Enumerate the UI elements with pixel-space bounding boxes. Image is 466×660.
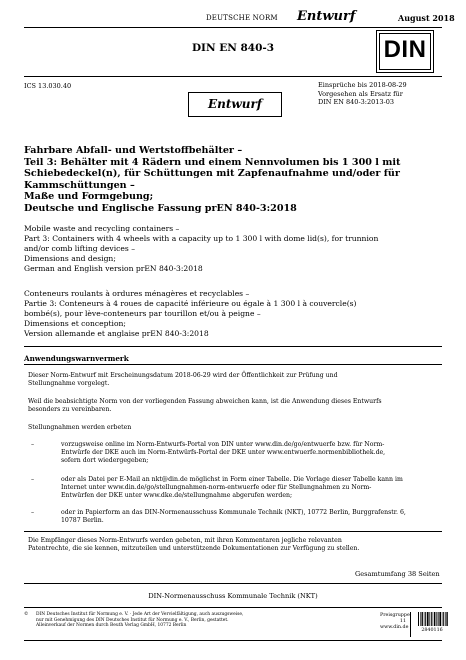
paragraph-comments-requested: [28, 424, 436, 432]
copyright-line: nur mit Genehmigung des DIN Deutsches Institut für Normung e. V., Berlin, gestattet.: [36, 617, 229, 623]
title-line: Maße und Formgebung;: [24, 191, 154, 203]
english-title: [24, 224, 444, 274]
footer-divider: [410, 612, 412, 637]
paragraph-line: Dieser Norm-Entwurf mit Erscheinungsdatum 2018-06-29 wird der Öffentlichkeit zur Prüfung und: [28, 372, 338, 379]
paragraph-line: Die Empfänger dieses Norm-Entwurfs werden gebeten, mit ihren Kommentaren jegliche relevanten: [28, 537, 342, 544]
replacement-line: Vorgesehen als Ersatz für: [318, 89, 403, 98]
barcode-icon: [418, 612, 448, 626]
title-rule: [24, 76, 442, 77]
price-group: Preisgruppe 11: [380, 613, 410, 624]
title-line: Version allemande et anglaise prEN 840-3:2018: [24, 329, 209, 338]
dash-bullet: –: [31, 476, 35, 483]
copyright-line: Alleinverkauf der Normen durch Beuth Verlag GmbH, 10772 Berlin: [36, 623, 187, 629]
footer: [24, 607, 442, 641]
list-line: oder in Papierform an das DIN-Normenausschuss Kommunale Technik (NKT), 10772 Berlin, Burggrafenstr. 6,: [61, 509, 406, 516]
paragraph-line: Stellungnahmen werden erbeten: [28, 424, 132, 431]
patent-rule: [24, 531, 442, 532]
title-line: Fahrbare Abfall- und Wertstoffbehälter –: [24, 145, 243, 156]
list-item: [28, 476, 436, 501]
replaced-standard-line: DIN EN 840-3:2013-03: [318, 98, 394, 107]
paragraph-line: Patentrechte, die sie kennen, mitzuteilen und unterstützende Dokumentationen zur Verfügung zu stellen.: [28, 545, 360, 553]
title-line: Deutsche und Englische Fassung prEN 840-3:2018: [24, 202, 297, 214]
list-line: Entwürfe der DKE auch im Norm-Entwürfs-Portal der DKE unter www.entwuerfe.normenbibliothek.de,: [61, 449, 386, 457]
list-item: [28, 509, 436, 525]
warning-heading: Anwendungswarnvermerk: [24, 354, 129, 363]
title-line: Mobile waste and recycling containers –: [24, 224, 180, 233]
price-block: [380, 613, 410, 631]
status-label: Entwurf: [297, 9, 356, 24]
title-line: Schiebedeckel(n), für Schüttungen mit Zapfenaufnahme und/oder für: [24, 168, 400, 180]
german-title: [24, 145, 444, 215]
comment-options-list: [28, 476, 436, 501]
title-line: Dimensions et conception;: [24, 319, 126, 328]
committee-rule: [24, 583, 442, 584]
paragraph-line: Stellungnahme vorgelegt.: [28, 380, 110, 388]
list-item: [28, 441, 436, 466]
ics-code: ICS 13.030.40: [24, 82, 72, 90]
paragraph-line: besonders zu vereinbaren.: [28, 406, 112, 414]
title-line: bombé(s), pour lève-conteneurs par tourillon et/ou à peigne –: [24, 309, 261, 318]
list-line: 10787 Berlin.: [61, 517, 104, 525]
barcode-number: 2840116: [421, 628, 443, 633]
comment-options-list: [28, 441, 436, 466]
price-site: www.din.de: [380, 625, 409, 630]
copyright-symbol: ©: [24, 612, 29, 617]
list-line: Entwürfen der DKE unter www.dke.de/stellungnahme abgerufen werden;: [61, 492, 293, 500]
title-line: Teil 3: Behälter mit 4 Rädern und einem Nennvolumen bis 1 300 l mit: [24, 156, 401, 168]
dash-bullet: –: [31, 441, 35, 448]
copyright-line: DIN Deutsches Institut für Normung e. V. · Jede Art der Vervielfältigung, auch auszugsweise,: [36, 612, 244, 617]
comment-options-list: [28, 509, 436, 525]
norm-label: DEUTSCHE NORM: [206, 14, 278, 22]
title-line: Kammschüttungen –: [24, 179, 135, 191]
title-line: Partie 3: Conteneurs à 4 roues de capacité inférieure ou égale à 1 300 l à couvercle(s): [24, 299, 357, 308]
document-header: [0, 9, 466, 26]
din-logo-text: DIN: [383, 36, 427, 63]
comment-deadline-block: [318, 81, 407, 107]
committee-name: DIN-Normenausschuss Kommunale Technik (NKT): [148, 592, 318, 600]
list-line: Internet unter www.din.de/go/stellungnahmen-norm-entwuerfe oder für Stellungnahmen zu Norm-: [61, 484, 372, 492]
paragraph-publication: [28, 372, 436, 388]
title-line: German and English version prEN 840-3:2018: [24, 264, 203, 273]
publication-date: August 2018: [398, 13, 455, 23]
title-line: and/or comb lifting devices –: [24, 244, 135, 253]
title-line: Conteneurs roulants à ordures ménagères et recyclables –: [24, 289, 250, 298]
list-line: oder als Datei per E-Mail an nkt@din.de möglichst in Form einer Tabelle. Die Vorlage dieser Tabelle kann im: [61, 476, 403, 483]
dash-bullet: –: [31, 509, 35, 516]
warning-rule: [24, 346, 442, 347]
french-title: [24, 289, 444, 339]
list-line: vorzugsweise online im Norm-Entwurfs-Portal von DIN unter www.din.de/go/entwuerfe bzw. für Norm-: [61, 441, 385, 448]
draft-box: Entwurf: [188, 92, 282, 117]
standard-number: DIN EN 840-3: [191, 42, 275, 54]
din-logo: [376, 30, 434, 73]
paragraph-patents: [28, 537, 436, 553]
list-line: sofern dort wiedergegeben;: [61, 457, 149, 465]
comment-deadline-line: Einsprüche bis 2018-08-29: [318, 81, 407, 89]
warning-heading-rule: [24, 364, 442, 365]
header-rule: [24, 27, 442, 28]
title-line: Part 3: Containers with 4 wheels with a capacity up to 1 300 l with dome lid(s), for trunnion: [24, 234, 379, 243]
paragraph-deviation: [28, 398, 436, 414]
page-count: Gesamtumfang 38 Seiten: [355, 570, 440, 578]
title-line: Dimensions and design;: [24, 254, 116, 263]
paragraph-line: Weil die beabsichtigte Norm von der vorliegenden Fassung abweichen kann, ist die Anwendung dieses Entwurfs: [28, 398, 382, 405]
